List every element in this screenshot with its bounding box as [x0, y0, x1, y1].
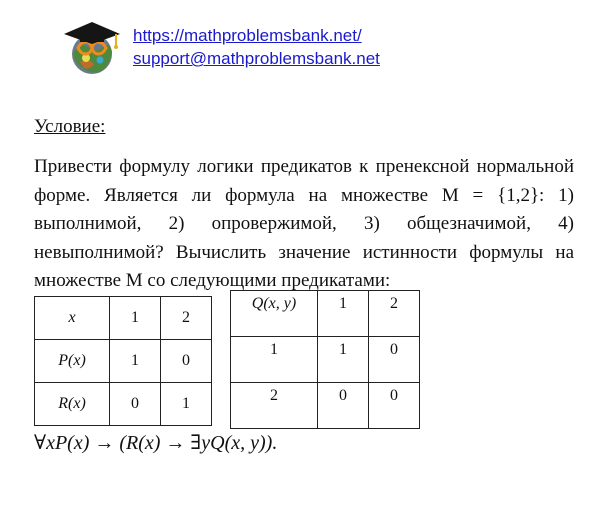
- formula: ∀xP(x) → (R(x) → ∃yQ(x, y)).: [34, 432, 278, 454]
- table-header-cell: 2: [161, 297, 212, 340]
- table-header-cell: Q(x, y): [231, 291, 318, 337]
- table-cell: 0: [318, 383, 369, 429]
- table-cell: 1: [161, 383, 212, 426]
- table-header-row: [231, 291, 420, 337]
- table-cell: 0: [369, 337, 420, 383]
- table-cell: 0: [369, 383, 420, 429]
- table-header-row: [35, 297, 212, 340]
- table-header-cell: 2: [369, 291, 420, 337]
- table-cell: 2: [231, 383, 318, 429]
- problem-statement: [34, 153, 574, 296]
- table-cell: 1: [231, 337, 318, 383]
- condition-heading: Условие:: [34, 116, 106, 137]
- table-row: [231, 337, 420, 383]
- table-header-cell: 1: [110, 297, 161, 340]
- table-row: [35, 383, 212, 426]
- table-cell: 1: [110, 340, 161, 383]
- predicates-p-r-table: [34, 296, 212, 426]
- table-row: [231, 383, 420, 429]
- table-cell: R(x): [35, 383, 110, 426]
- predicate-q-table: [230, 290, 420, 429]
- table-header-cell: x: [35, 297, 110, 340]
- table-cell: 0: [110, 383, 161, 426]
- table-row: [35, 340, 212, 383]
- table-header-cell: 1: [318, 291, 369, 337]
- header-links: [133, 24, 380, 70]
- email-link[interactable]: support@mathproblemsbank.net: [133, 49, 380, 68]
- site-link[interactable]: https://mathproblemsbank.net/: [133, 26, 362, 45]
- problem-text: Привести формулу логики предикатов к пренексной нормальной форме. Является ли формула на множестве M = {1,2}: 1) выполнимой, 2) опровержимой, 3) общезначимой, 4) невыполнимой? Вычислить значение истинности формулы на множестве M со следующими предикатами:: [34, 156, 574, 291]
- site-logo: [60, 18, 124, 76]
- table-cell: 1: [318, 337, 369, 383]
- table-cell: P(x): [35, 340, 110, 383]
- table-cell: 0: [161, 340, 212, 383]
